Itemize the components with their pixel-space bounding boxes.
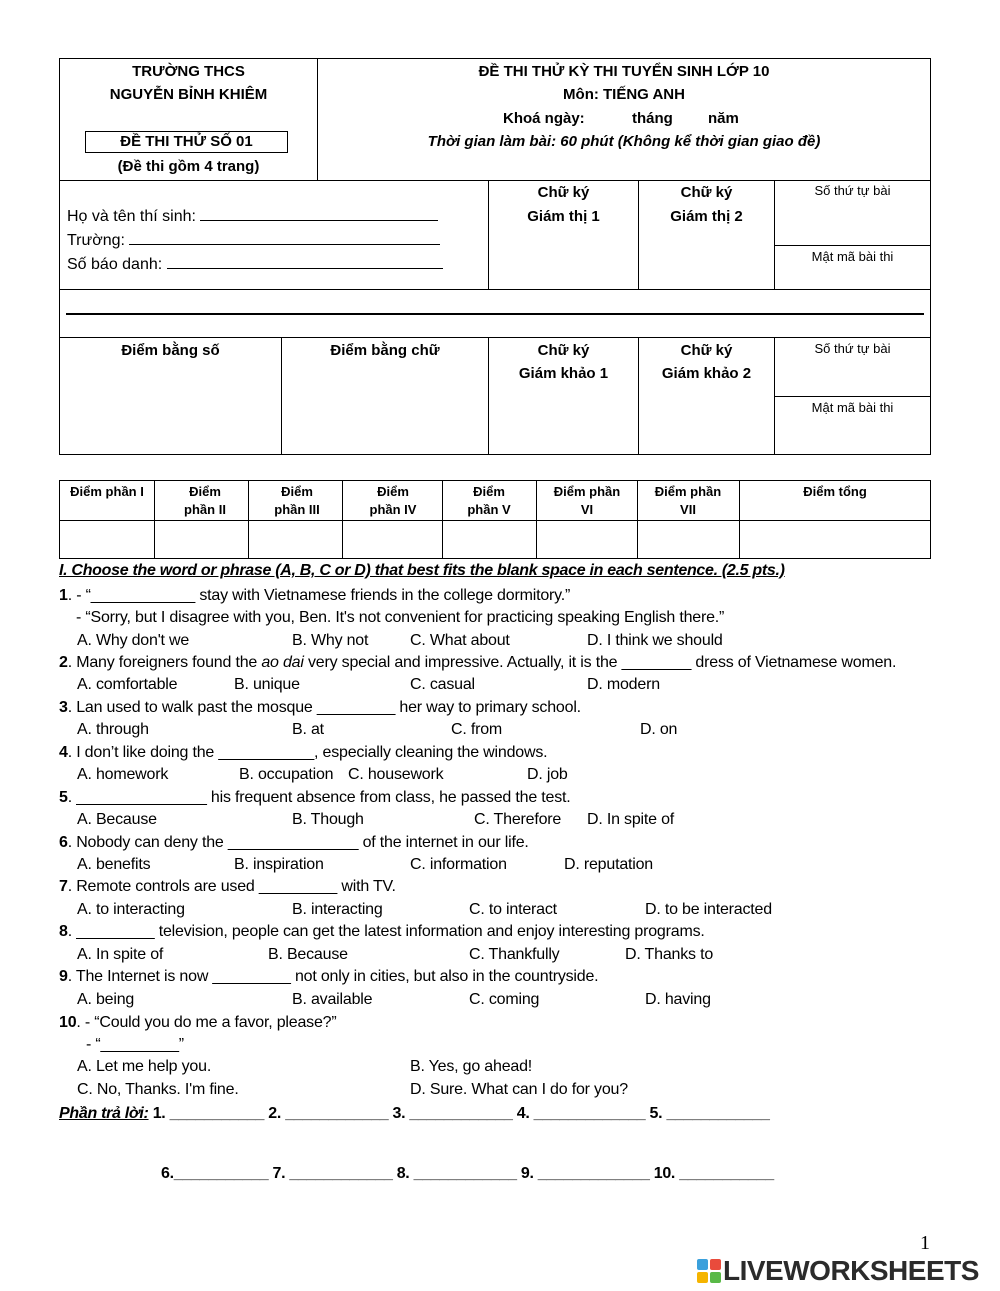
question-5: 5. _______________ his frequent absence from class, he passed the test.	[59, 789, 571, 806]
q2-option-d[interactable]: D. modern	[587, 676, 660, 693]
q2-option-c[interactable]: C. casual	[410, 676, 475, 693]
answer-row-1	[59, 1104, 770, 1124]
score-number-label: Điểm bằng số	[121, 342, 220, 359]
q8-option-c[interactable]: C. Thankfully	[469, 946, 560, 963]
q6-option-b[interactable]: B. inspiration	[234, 856, 324, 873]
score-words-label: Điểm bằng chữ	[330, 342, 440, 359]
divider	[60, 289, 930, 290]
liveworksheets-brand[interactable]: LIVEWORKSHEETS	[723, 1255, 979, 1286]
date-label: Khoá ngày:	[503, 110, 585, 127]
school-blank	[129, 230, 440, 245]
score-header-total: Điểm tổng	[803, 484, 867, 499]
sig-proctor2-a: Chữ ký	[680, 184, 733, 201]
q10-option-a[interactable]: A. Let me help you.	[77, 1058, 212, 1075]
q3-option-d[interactable]: D. on	[640, 721, 678, 738]
number-blank	[167, 254, 443, 269]
q9-option-c[interactable]: C. coming	[469, 991, 540, 1008]
q10-option-c[interactable]: C. No, Thanks. I'm fine.	[77, 1081, 239, 1098]
name-field	[67, 205, 438, 229]
question-10-reply: - “_________”	[86, 1036, 184, 1053]
q8-option-a[interactable]: A. In spite of	[77, 946, 164, 963]
q1-option-b[interactable]: B. Why not	[292, 632, 369, 649]
sig-examiner1-b: Giám khảo 1	[518, 365, 609, 382]
school-label: Trường:	[67, 232, 125, 249]
sig-proctor2-b: Giám thị 2	[670, 208, 743, 225]
school-line-2: NGUYỄN BỈNH KHIÊM	[109, 86, 268, 103]
q6-option-a[interactable]: A. benefits	[77, 856, 151, 873]
number-label: Số báo danh:	[67, 256, 163, 273]
sig-examiner2-b: Giám khảo 2	[661, 365, 752, 382]
q9-option-d[interactable]: D. having	[645, 991, 711, 1008]
year-label: năm	[708, 110, 739, 127]
q7-option-d[interactable]: D. to be interacted	[645, 901, 772, 918]
school-field	[67, 229, 440, 253]
q3-option-b[interactable]: B. at	[292, 721, 324, 738]
answer-label: Phần trả lời:	[59, 1105, 149, 1122]
question-10: 10. - “Could you do me a favor, please?”	[59, 1014, 337, 1031]
order-number-label: Số thứ tự bài	[814, 183, 891, 198]
divider	[60, 337, 930, 338]
q5-option-b[interactable]: B. Though	[292, 811, 364, 828]
section-1-title: I. Choose the word or phrase (A, B, C or D) that best fits the blank space in each sentence. (2.5 pts.)	[59, 562, 785, 579]
exam-title: ĐỀ THI THỬ KỲ THI TUYỂN SINH LỚP 10	[478, 63, 770, 80]
q10-option-b[interactable]: B. Yes, go ahead!	[410, 1058, 533, 1075]
exam-code-box: ĐỀ THI THỬ SỐ 01	[85, 131, 288, 153]
q4-option-b[interactable]: B. occupation	[239, 766, 334, 783]
sig-examiner2-a: Chữ ký	[680, 342, 733, 359]
sig-proctor1-b: Giám thị 1	[527, 208, 600, 225]
question-1-reply: - “Sorry, but I disagree with you, Ben. It's not convenient for practicing speaking English there.”	[76, 609, 725, 626]
score-header-1: Điểm phần I	[70, 484, 144, 499]
school-line-1: TRƯỜNG THCS	[132, 63, 245, 80]
answer-blanks-6-10[interactable]: 6.___________ 7. ____________ 8. ____________ 9. _____________ 10. ___________	[161, 1165, 774, 1182]
q1-option-d[interactable]: D. I think we should	[587, 632, 723, 649]
q1-option-c[interactable]: C. What about	[410, 632, 510, 649]
exam-code-label-2: Mật mã bài thi	[811, 400, 894, 415]
page-number: 1	[920, 1232, 930, 1254]
q6-option-c[interactable]: C. information	[410, 856, 507, 873]
question-4: 4. I don’t like doing the ___________, especially cleaning the windows.	[59, 744, 548, 761]
score-header-5: Điểm phần V	[467, 484, 511, 517]
q8-option-b[interactable]: B. Because	[268, 946, 348, 963]
q4-option-d[interactable]: D. job	[527, 766, 568, 783]
score-header-4: Điểm phần IV	[369, 484, 417, 517]
order-number-label-2: Số thứ tự bài	[814, 341, 891, 356]
time-note: Thời gian làm bài: 60 phút (Không kể thời gian giao đề)	[427, 133, 821, 150]
q9-option-a[interactable]: A. being	[77, 991, 135, 1008]
q2-option-b[interactable]: B. unique	[234, 676, 300, 693]
sig-examiner1-a: Chữ ký	[537, 342, 590, 359]
q10-option-d[interactable]: D. Sure. What can I do for you?	[410, 1081, 628, 1098]
number-field	[67, 253, 443, 277]
q7-option-b[interactable]: B. interacting	[292, 901, 383, 918]
divider	[60, 180, 930, 181]
q4-option-a[interactable]: A. homework	[77, 766, 169, 783]
q7-option-c[interactable]: C. to interact	[469, 901, 557, 918]
question-3: 3. Lan used to walk past the mosque _________ her way to primary school.	[59, 699, 581, 716]
pages-note: (Đề thi gồm 4 trang)	[117, 158, 260, 175]
score-table	[59, 480, 931, 559]
q1-option-a[interactable]: A. Why don't we	[77, 632, 190, 649]
exam-code-label: Mật mã bài thi	[811, 249, 894, 264]
divider	[774, 245, 930, 246]
question-9: 9. The Internet is now _________ not only in cities, but also in the countryside.	[59, 968, 599, 985]
question-8: 8. _________ television, people can get the latest information and enjoy interesting programs.	[59, 923, 705, 940]
month-label: tháng	[632, 110, 673, 127]
cut-line	[66, 313, 924, 315]
q3-option-c[interactable]: C. from	[451, 721, 503, 738]
question-2: 2. Many foreigners found the ao dai very special and impressive. Actually, it is the ________ dress of Vietnamese women.	[59, 654, 897, 671]
question-1: 1. - “____________ stay with Vietnamese friends in the college dormitory.”	[59, 587, 571, 604]
q6-option-d[interactable]: D. reputation	[564, 856, 654, 873]
question-7: 7. Remote controls are used _________ with TV.	[59, 878, 396, 895]
liveworksheets-logo-icon	[697, 1259, 721, 1283]
subject: Môn: TIẾNG ANH	[563, 86, 685, 103]
answer-blanks-1-5[interactable]: 1. ___________ 2. ____________ 3. ____________ 4. _____________ 5. ____________	[152, 1105, 770, 1122]
q5-option-a[interactable]: A. Because	[77, 811, 157, 828]
q7-option-a[interactable]: A. to interacting	[77, 901, 185, 918]
exam-header-box	[59, 58, 931, 455]
q3-option-a[interactable]: A. through	[77, 721, 149, 738]
name-blank	[200, 206, 438, 221]
name-label: Họ và tên thí sinh:	[67, 208, 196, 225]
question-6: 6. Nobody can deny the _______________ of the internet in our life.	[59, 834, 529, 851]
score-header-7: Điểm phần VII	[654, 484, 722, 517]
score-header-3: Điểm phần III	[274, 484, 320, 517]
score-header-6: Điểm phần VI	[553, 484, 621, 517]
q5-option-d[interactable]: D. In spite of	[587, 811, 675, 828]
q8-option-d[interactable]: D. Thanks to	[625, 946, 714, 963]
q4-option-c[interactable]: C. housework	[348, 766, 444, 783]
score-header-2: Điểm phần II	[184, 484, 226, 517]
q9-option-b[interactable]: B. available	[292, 991, 373, 1008]
q5-option-c[interactable]: C. Therefore	[474, 811, 562, 828]
divider	[774, 396, 930, 397]
sig-proctor1-a: Chữ ký	[537, 184, 590, 201]
q2-option-a[interactable]: A. comfortable	[77, 676, 178, 693]
